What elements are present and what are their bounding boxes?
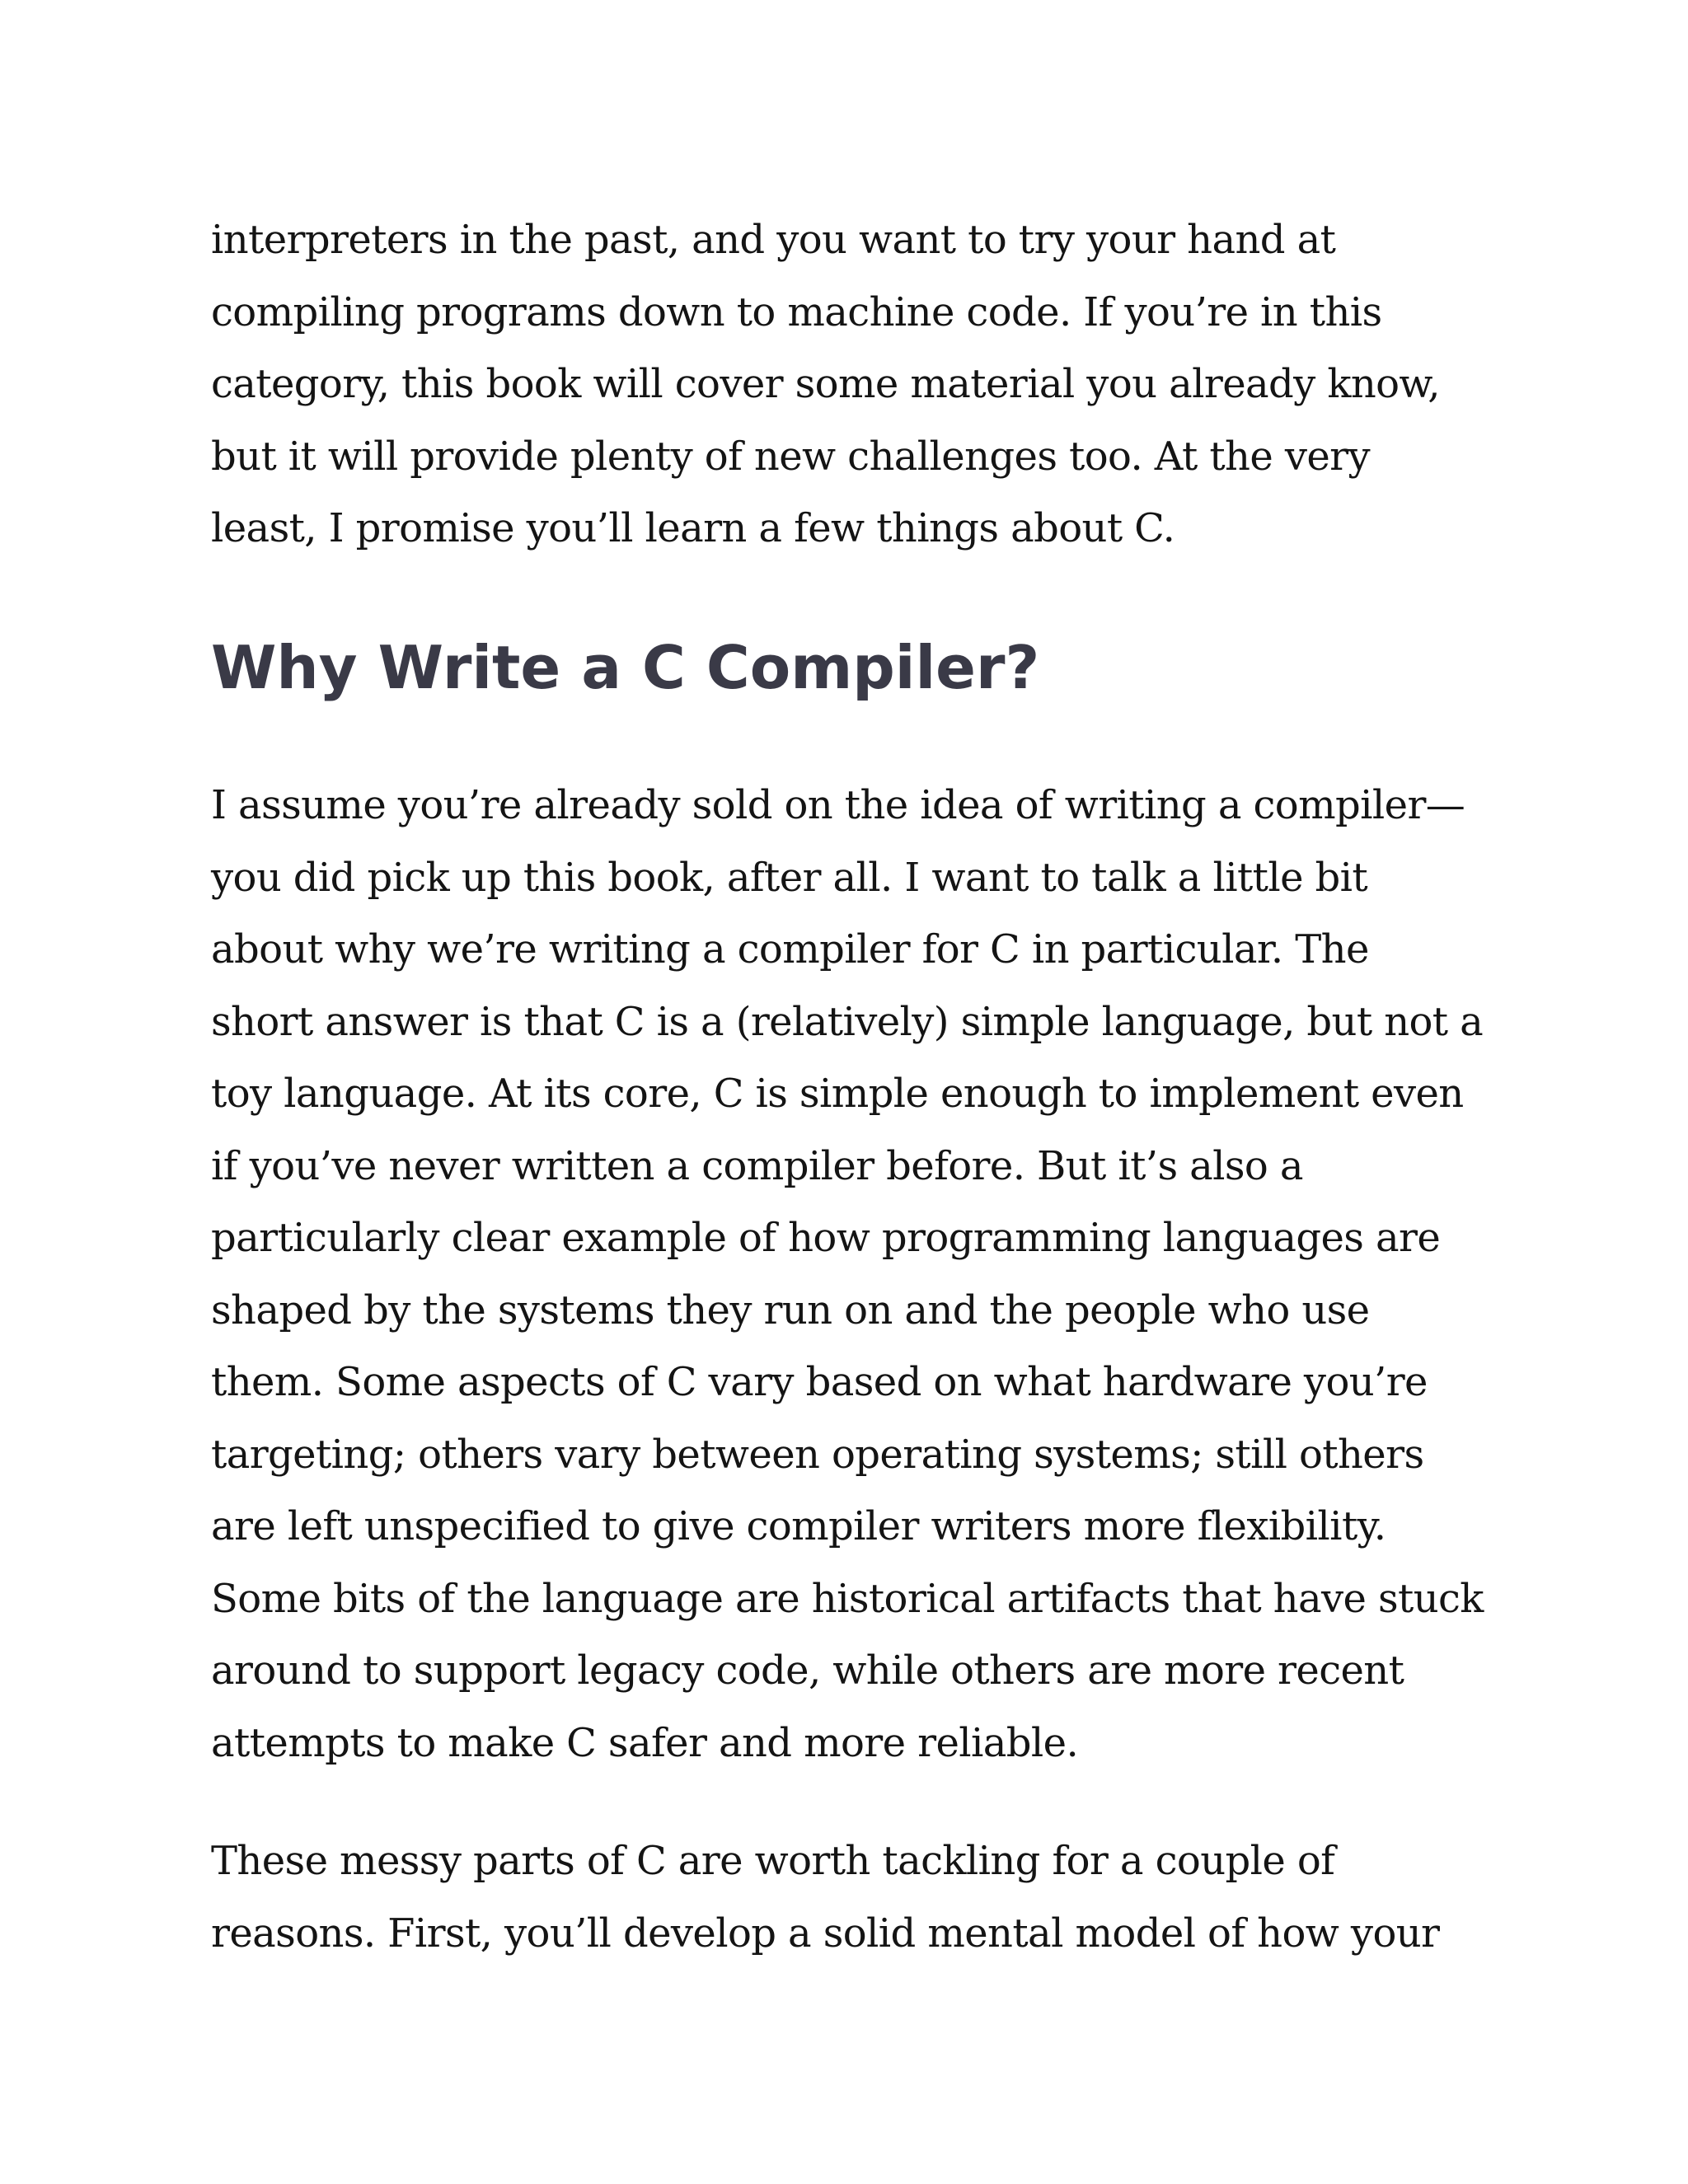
paragraph-line: if you’ve never written a compiler before. But it’s also a [211,1142,1303,1189]
paragraph-line: toy language. At its core, C is simple enough to implement even [211,1071,1464,1117]
paragraph-line: compiling programs down to machine code. If you’re in this [211,288,1382,335]
paragraph-intro-continued [211,204,1440,565]
paragraph-messy-parts [211,1825,1439,1970]
paragraph-line: but it will provide plenty of new challenges too. At the very [211,433,1371,480]
paragraph-line: them. Some aspects of C vary based on what hardware you’re [211,1359,1428,1405]
paragraph-line: around to support legacy code, while others are more recent [211,1647,1404,1694]
paragraph-line: These messy parts of C are worth tackling for a couple of [211,1838,1335,1884]
paragraph-line: interpreters in the past, and you want to try your hand at [211,217,1336,263]
paragraph-line: attempts to make C safer and more reliable. [211,1719,1079,1766]
paragraph-line: category, this book will cover some material you already know, [211,361,1440,407]
paragraph-line: short answer is that C is a (relatively) simple language, but not a [211,998,1484,1045]
paragraph-line: are left unspecified to give compiler writers more flexibility. [211,1503,1386,1549]
paragraph-line: you did pick up this book, after all. I want to talk a little bit [211,854,1368,901]
paragraph-why-c [211,770,1484,1779]
paragraph-line: particularly clear example of how programming languages are [211,1215,1441,1261]
paragraph-line: reasons. First, you’ll develop a solid mental model of how your [211,1910,1440,1957]
paragraph-line: least, I promise you’ll learn a few things about C. [211,505,1175,551]
paragraph-line: Some bits of the language are historical artifacts that have stuck [211,1575,1484,1622]
section-heading: Why Write a C Compiler? [211,633,1040,702]
paragraph-line: shaped by the systems they run on and the people who use [211,1286,1370,1333]
paragraph-line: I assume you’re already sold on the idea of writing a compiler— [211,782,1465,828]
paragraph-line: targeting; others vary between operating systems; still others [211,1431,1424,1478]
paragraph-line: about why we’re writing a compiler for C in particular. The [211,926,1369,972]
